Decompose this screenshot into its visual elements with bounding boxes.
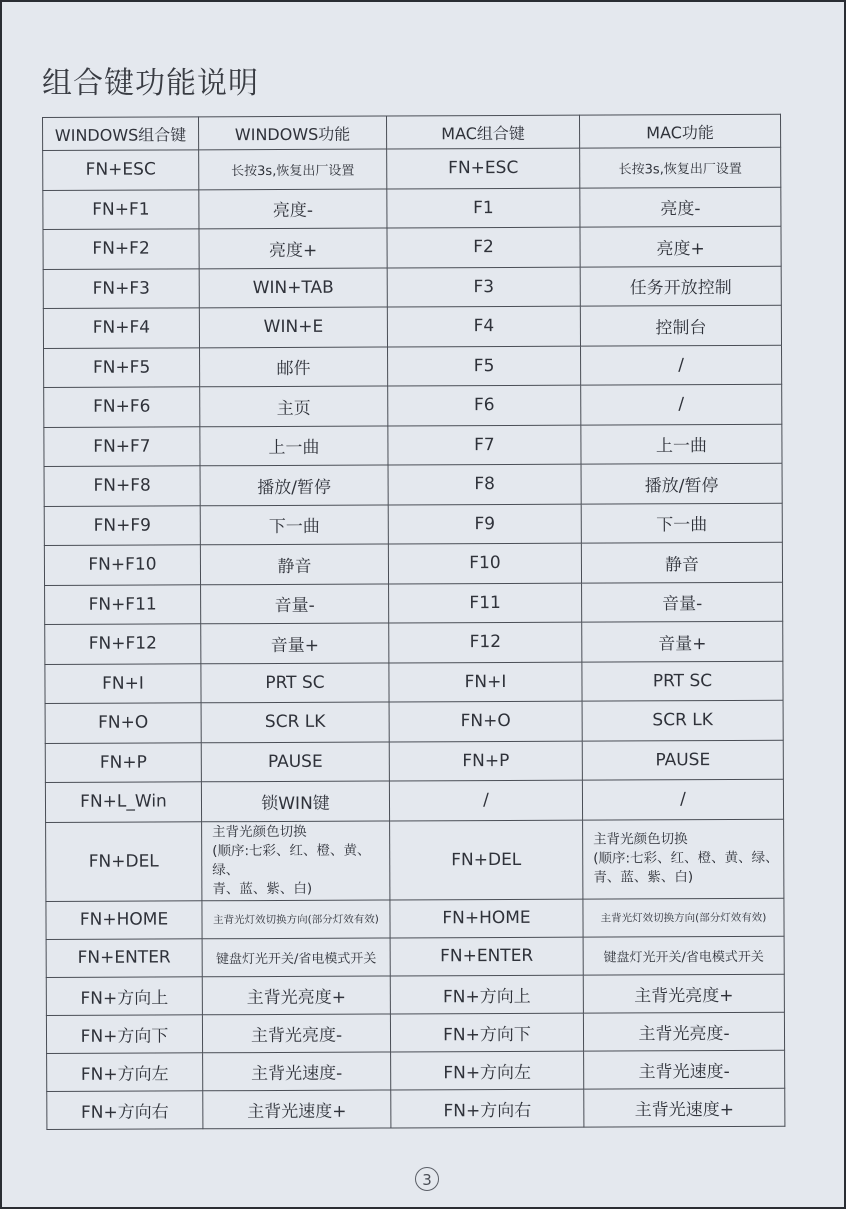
page-title: 组合键功能说明 [42,66,259,101]
mac-function-cell: 静音 [581,542,782,582]
table-row [44,384,782,427]
windows-function-cell: 音量+ [201,623,389,663]
mac-combo-cell: F4 [387,306,580,346]
table-row [43,305,781,348]
table-row [44,424,782,467]
mac-combo-cell: F12 [389,622,582,662]
table-row [45,779,783,822]
windows-function-cell: 音量- [201,583,389,623]
windows-function-cell: WIN+TAB [199,267,387,307]
table-row [47,1050,785,1091]
mac-combo-cell: FN+方向上 [390,975,583,1014]
table-row [46,936,784,977]
windows-combo-cell: FN+F6 [44,387,200,427]
windows-function-cell: WIN+E [199,307,387,347]
table-row [43,187,781,230]
table-row [44,345,782,388]
page-number: 3 [415,1167,439,1191]
mac-function-cell: / [581,384,782,424]
windows-function-cell: 主背光亮度+ [202,975,390,1014]
mac-combo-cell: / [389,780,582,820]
mac-combo-cell: F2 [387,227,580,267]
mac-function-cell: PRT SC [582,661,783,701]
mac-combo-cell: FN+ESC [387,148,580,188]
windows-combo-cell: FN+F1 [43,189,199,229]
mac-function-cell: 主背光亮度+ [583,974,784,1013]
table-row [45,740,783,783]
mac-combo-cell: FN+方向下 [390,1013,583,1052]
mac-function-cell: 上一曲 [581,424,782,464]
table-body [43,147,785,1129]
windows-function-cell: 键盘灯光开关/省电模式开关 [202,937,390,976]
windows-function-cell: 静音 [200,544,388,584]
mac-combo-cell: F8 [388,464,581,504]
mac-combo-cell: F5 [388,346,581,386]
mac-function-cell: 播放/暂停 [581,463,782,503]
table-header-row [43,114,781,150]
windows-function-cell: PAUSE [201,741,389,781]
mac-function-cell: 主背光灯效切换方向(部分灯效有效) [583,898,784,937]
mac-function-cell: 主背光亮度- [583,1012,784,1051]
mac-function-cell: 主背光速度+ [584,1088,785,1127]
table-row [43,147,781,190]
mac-combo-cell: F11 [389,583,582,623]
windows-combo-cell: FN+F4 [43,308,199,348]
mac-function-cell: 控制台 [580,305,781,345]
windows-combo-cell: FN+I [45,663,201,703]
table-row [44,503,782,546]
windows-combo-cell: FN+F3 [43,268,199,308]
windows-combo-cell: FN+P [45,742,201,782]
windows-combo-cell: FN+F2 [43,229,199,269]
mac-function-cell: 主背光速度- [584,1050,785,1089]
windows-function-cell: 锁WIN键 [201,781,389,821]
windows-function-cell: SCR LK [201,702,389,742]
mac-function-cell: 音量- [582,582,783,622]
windows-function-cell: 亮度- [199,188,387,228]
table-row [45,661,783,704]
mac-combo-cell: F7 [388,425,581,465]
windows-combo-cell: FN+L_Win [45,782,201,822]
mac-function-cell: 亮度+ [580,226,781,266]
windows-function-cell: 主页 [200,386,388,426]
table-row [46,898,784,939]
mac-function-cell: 键盘灯光开关/省电模式开关 [583,936,784,975]
windows-combo-cell: FN+F5 [44,347,200,387]
windows-function-cell: 主背光颜色切换 (顺序:七彩、红、橙、黄、绿、 青、蓝、紫、白) [202,820,390,900]
windows-combo-cell: FN+方向上 [46,976,202,1015]
table-row [44,542,782,585]
mac-function-cell: / [581,345,782,385]
mac-function-cell: 亮度- [580,187,781,227]
windows-combo-cell: FN+方向左 [47,1052,203,1091]
table-row [45,700,783,743]
mac-combo-cell: FN+方向左 [391,1051,584,1090]
mac-function-cell: 下一曲 [581,503,782,543]
mac-combo-cell: F3 [387,267,580,307]
windows-combo-cell: FN+方向右 [47,1090,203,1129]
windows-combo-cell: FN+F12 [45,624,201,664]
windows-combo-cell: FN+ENTER [46,938,202,977]
table-row [45,621,783,664]
table-row [43,226,781,269]
mac-combo-cell: FN+I [389,662,582,702]
mac-combo-cell: F10 [388,543,581,583]
header-windows-combo: WINDOWS组合键 [43,117,199,151]
windows-function-cell: 主背光速度- [203,1051,391,1090]
windows-function-cell: PRT SC [201,662,389,702]
windows-function-cell: 亮度+ [199,228,387,268]
table-row [43,266,781,309]
table-row [47,1088,785,1129]
mac-combo-cell: FN+HOME [390,899,583,938]
mac-function-cell: 音量+ [582,621,783,661]
mac-function-cell: 主背光颜色切换 (顺序:七彩、红、橙、黄、绿、 青、蓝、紫、白) [583,819,784,899]
windows-combo-cell: FN+ESC [43,150,199,190]
table-row [46,974,784,1015]
windows-combo-cell: FN+HOME [46,900,202,939]
windows-combo-cell: FN+F8 [44,466,200,506]
mac-function-cell: 任务开放控制 [580,266,781,306]
windows-combo-cell: FN+O [45,703,201,743]
windows-function-cell: 上一曲 [200,425,388,465]
table-row [45,582,783,625]
windows-function-cell: 主背光灯效切换方向(部分灯效有效) [202,899,390,938]
shortcut-table [42,114,785,1130]
windows-function-cell: 下一曲 [200,504,388,544]
mac-function-cell: / [582,779,783,819]
windows-combo-cell: FN+方向下 [46,1014,202,1053]
windows-combo-cell: FN+F9 [44,505,200,545]
mac-function-cell: 长按3s,恢复出厂设置 [580,147,781,187]
table-row [46,1012,784,1053]
windows-combo-cell: FN+F10 [44,545,200,585]
mac-combo-cell: F9 [388,504,581,544]
windows-function-cell: 播放/暂停 [200,465,388,505]
mac-function-cell: SCR LK [582,700,783,740]
windows-function-cell: 邮件 [200,346,388,386]
windows-combo-cell: FN+F7 [44,426,200,466]
header-mac-function: MAC功能 [579,114,780,148]
mac-combo-cell: F6 [388,385,581,425]
mac-combo-cell: FN+方向右 [391,1089,584,1128]
windows-combo-cell: FN+DEL [46,821,202,901]
header-mac-combo: MAC组合键 [386,115,579,149]
table-row [46,819,784,901]
windows-function-cell: 主背光速度+ [203,1089,391,1128]
windows-function-cell: 长按3s,恢复出厂设置 [199,149,387,189]
mac-combo-cell: FN+O [389,701,582,741]
mac-combo-cell: F1 [387,188,580,228]
mac-combo-cell: FN+P [389,741,582,781]
windows-function-cell: 主背光亮度- [202,1013,390,1052]
mac-combo-cell: FN+ENTER [390,937,583,976]
mac-combo-cell: FN+DEL [390,820,583,900]
windows-combo-cell: FN+F11 [45,584,201,624]
header-windows-function: WINDOWS功能 [199,116,387,150]
mac-function-cell: PAUSE [582,740,783,780]
table-row [44,463,782,506]
